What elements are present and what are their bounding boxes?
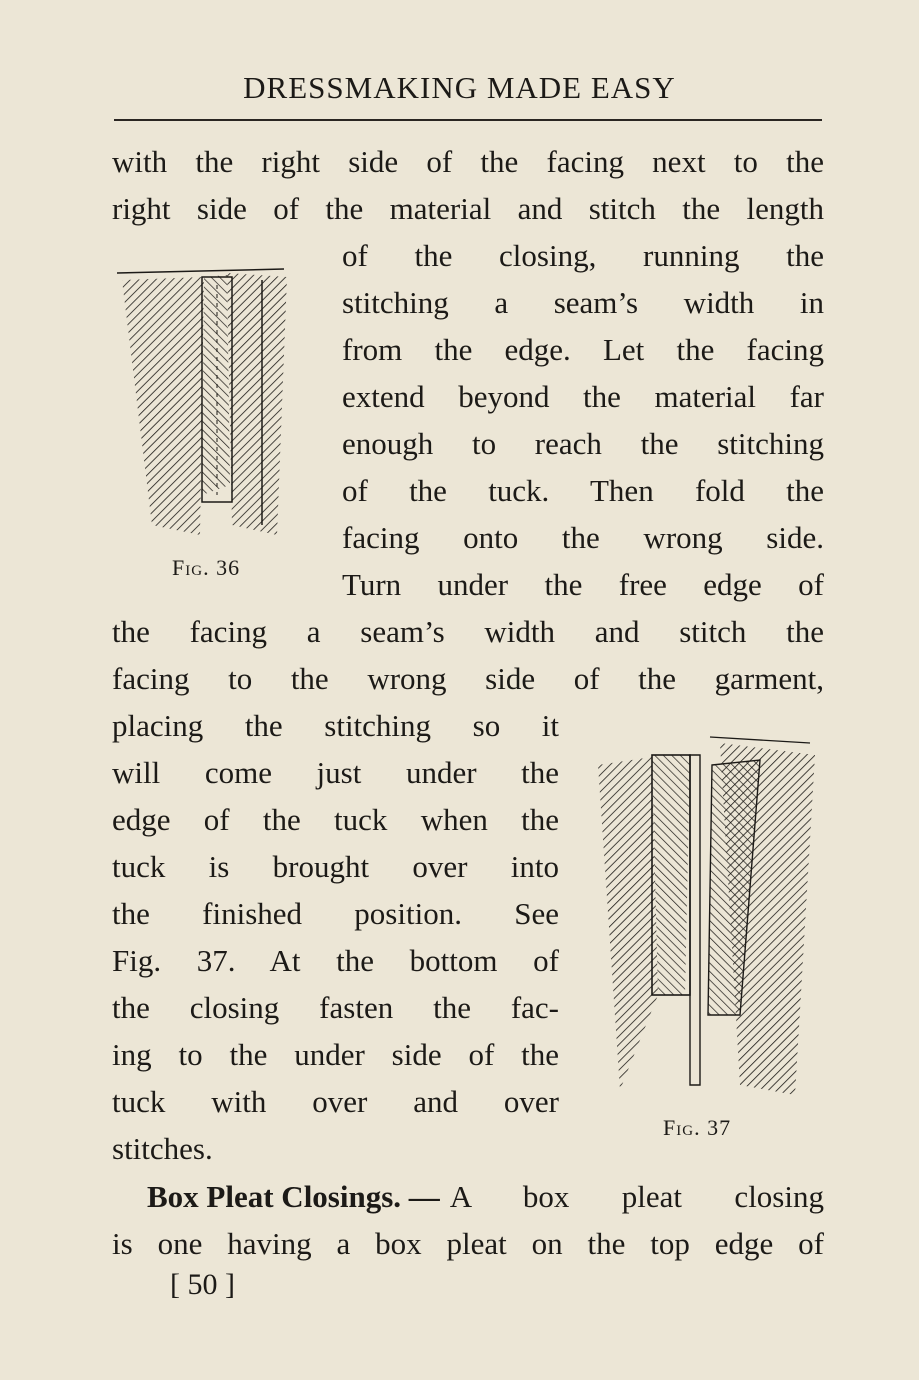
text-line: Fig. 37. At the bottom of xyxy=(112,943,559,978)
text-line: stitching a seam’s width in xyxy=(342,285,824,320)
header-rule xyxy=(114,119,822,121)
text-line: of the closing, running the xyxy=(342,238,824,273)
figure-36-illustration xyxy=(112,255,312,555)
text-line: will come just under the xyxy=(112,755,559,790)
text-line: facing to the wrong side of the garment, xyxy=(112,661,824,696)
text-line: from the edge. Let the facing xyxy=(342,332,824,367)
text-line: stitches. xyxy=(112,1131,213,1166)
text-line: edge of the tuck when the xyxy=(112,802,559,837)
text-line: the facing a seam’s width and stitch the xyxy=(112,614,824,649)
text-line: right side of the material and stitch the length xyxy=(112,191,824,226)
text-line: Turn under the free edge of xyxy=(342,567,824,602)
page-number: [ 50 ] xyxy=(170,1268,235,1301)
text-line: the finished position. See xyxy=(112,896,559,931)
text-line: is one having a box pleat on the top edge of xyxy=(112,1226,824,1261)
figure-37-caption: Fig. 37 xyxy=(663,1115,732,1140)
text-line: tuck is brought over into xyxy=(112,849,559,884)
section-heading: Box Pleat Closings. — xyxy=(147,1179,440,1214)
text-line: ing to the under side of the xyxy=(112,1037,559,1072)
figure-36-caption: Fig. 36 xyxy=(172,555,241,580)
text-line: with the right side of the facing next to the xyxy=(112,144,824,179)
text-line: A box pleat closing xyxy=(449,1179,824,1214)
paragraph-start xyxy=(147,1177,824,1217)
text-line: facing onto the wrong side. xyxy=(342,520,824,555)
text-line: the closing fasten the fac- xyxy=(112,990,559,1025)
text-line: extend beyond the material far xyxy=(342,379,824,414)
text-line: of the tuck. Then fold the xyxy=(342,473,824,508)
figure-37-illustration xyxy=(590,725,820,1105)
text-line: tuck with over and over xyxy=(112,1084,559,1119)
text-line: enough to reach the stitching xyxy=(342,426,824,461)
running-head: DRESSMAKING MADE EASY xyxy=(243,70,676,105)
text-line: placing the stitching so it xyxy=(112,708,559,743)
